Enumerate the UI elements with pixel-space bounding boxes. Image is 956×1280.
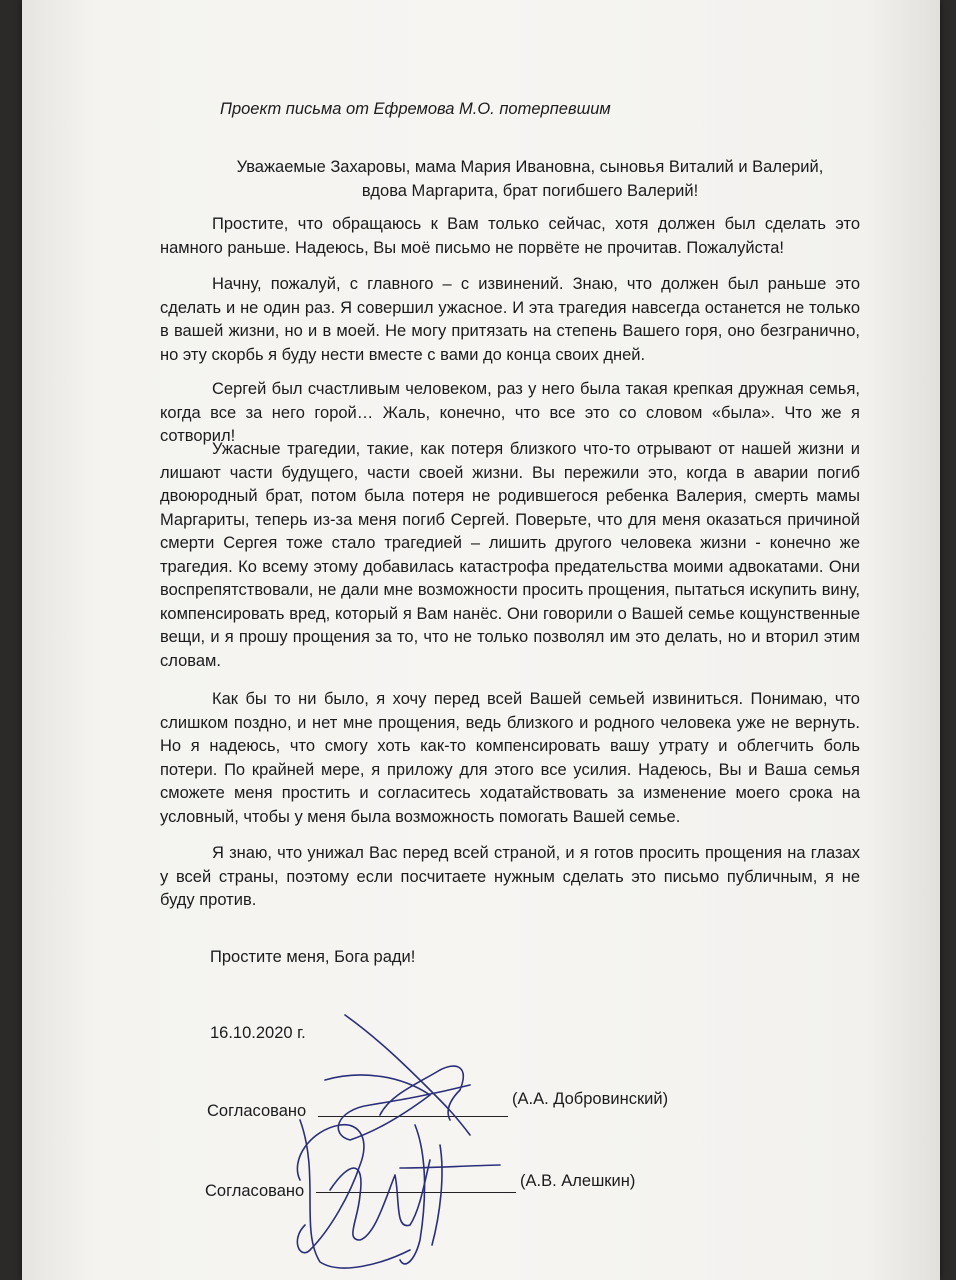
letter-closing: Простите меня, Бога ради! — [210, 948, 416, 966]
signature-line — [316, 1192, 516, 1193]
approval-name: (А.В. Алешкин) — [520, 1172, 636, 1190]
paragraph — [160, 688, 860, 829]
paragraph-text: Ужасные трагедии, такие, как потеря близкого что-то отрывают от нашей жизни и лишают части будущего, части своей жизни. Вы пережили это, когда в аварии погиб двоюродный брат, потом была потеря не родившегося ребенка Валерия, смерть мамы Маргариты, теперь из-за меня погиб Сергей. Поверьте, что для меня оказаться причиной смерти Сергея тоже стало трагедией – лишить другого человека жизни - конечно же трагедия. Ко всему этому добавилась катастрофа предательства моими адвокатами. Они воспрепятствовали, не дали мне возможности просить прощения, пытаться искупить вину, компенсировать вред, который я Вам нанёс. Они говорили о Вашей семье кощунственные вещи, и я прошу прощения за то, что не только позволял им это делать, но и вторил этим словам. — [160, 440, 860, 670]
approval-label: Согласовано — [205, 1182, 305, 1200]
signature-line — [318, 1116, 508, 1117]
paragraph-text: Начну, пожалуй, с главного – с извинений. Знаю, что должен был раньше это сделать и не один раз. Я совершил ужасное. И эта трагедия навсегда останется не только в вашей жизни, но и в моей. Не могу притязать на степень Вашего горя, оно безгранично, но эту скорбь я буду нести вместе с вами до конца своих дней. — [160, 275, 860, 364]
approval-name: (А.А. Добровинский) — [512, 1090, 669, 1108]
letter-date: 16.10.2020 г. — [210, 1024, 306, 1042]
letter-title: Проект письма от Ефремова М.О. потерпевшим — [220, 100, 611, 118]
paragraph — [160, 213, 860, 260]
paragraph-text: Я знаю, что унижал Вас перед всей страной, и я готов просить прощения на глазах у всей страны, поэтому если посчитаете нужным сделать это письмо публичным, я не буду против. — [160, 844, 860, 909]
paragraph-text: Сергей был счастливым человеком, раз у него была такая крепкая дружная семья, когда все за него горой… Жаль, конечно, что все это со словом «была». Что же я сотворил! — [160, 380, 860, 445]
paragraph — [160, 438, 860, 673]
paragraph — [160, 842, 860, 913]
letter-greeting: Уважаемые Захаровы, мама Мария Ивановна, сыновья Виталий и Валерий, вдова Маргарита, брат погибшего Валерий! — [236, 158, 824, 200]
paragraph — [160, 273, 860, 367]
approval-label: Согласовано — [207, 1102, 307, 1120]
paragraph-text: Как бы то ни было, я хочу перед всей Вашей семьей извиниться. Понимаю, что слишком поздно, и нет мне прощения, ведь близкого и родного человека уже не вернуть. Но я надеюсь, что смогу хоть как-то компенсировать вашу утрату и облегчить боль потери. По крайней мере, я приложу для этого все усилия. Надеюсь, Вы и Ваша семья сможете меня простить и согласитесь ходатайствовать за изменение моего срока на условный, чтобы у меня была возможность помогать Вашей семье. — [160, 690, 860, 826]
paragraph-text: Простите, что обращаюсь к Вам только сейчас, хотя должен был сделать это намного раньше. Надеюсь, Вы моё письмо не порвёте не прочитав. Пожалуйста! — [160, 215, 860, 257]
